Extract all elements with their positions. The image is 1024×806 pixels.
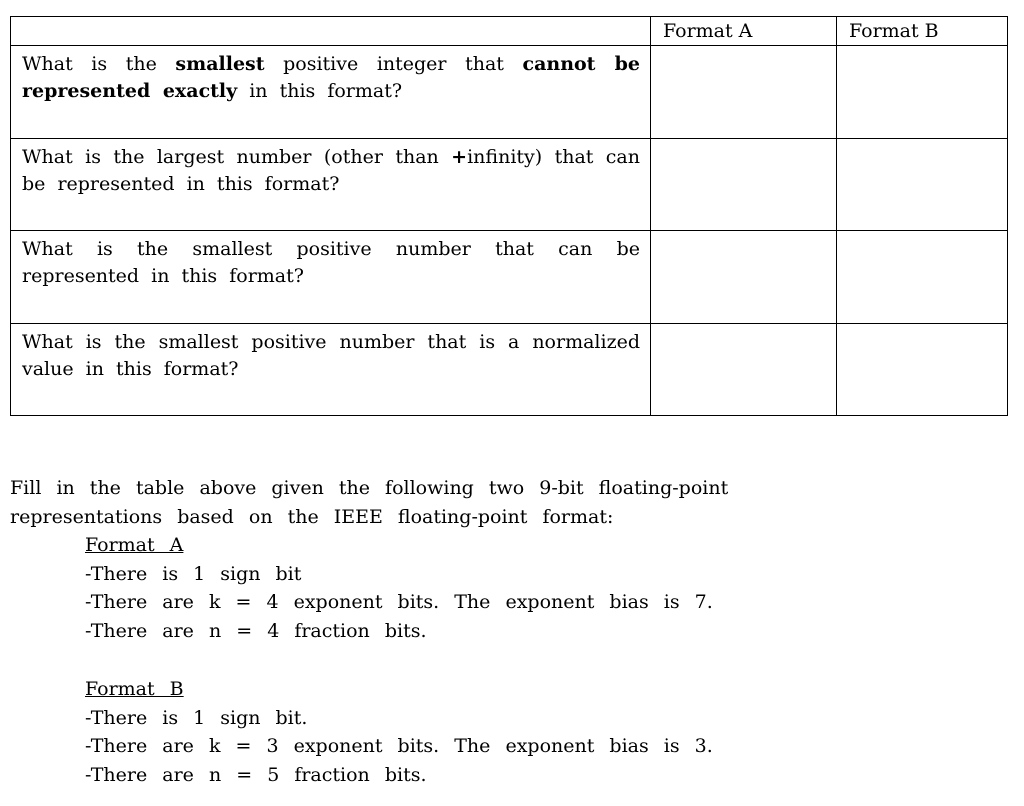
format-a-title: Format A	[85, 534, 184, 556]
answer-cell-format-b[interactable]	[837, 231, 1008, 323]
floating-point-table	[10, 16, 1008, 416]
instructions-paragraph	[10, 474, 830, 532]
answer-cell-format-a[interactable]	[651, 46, 837, 138]
header-format-a-label: Format A	[663, 20, 753, 42]
format-b-sign-line: -There is 1 sign bit.	[85, 706, 308, 729]
question-cell	[11, 323, 651, 416]
format-b-title: Format B	[85, 678, 184, 700]
table-row	[11, 138, 1008, 230]
question-cell	[11, 46, 651, 138]
answer-cell-format-b[interactable]	[837, 46, 1008, 138]
header-format-a	[651, 17, 837, 46]
header-question-cell	[11, 17, 651, 46]
table-row	[11, 46, 1008, 138]
answer-cell-format-b[interactable]	[837, 138, 1008, 230]
header-format-b	[837, 17, 1008, 46]
question-text: What is the smallest positive number that can be represented in this format?	[22, 238, 640, 288]
table-row	[11, 231, 1008, 323]
format-b-fraction-line: -There are n = 5 fraction bits.	[85, 764, 427, 787]
format-b-spec	[85, 675, 713, 790]
question-cell	[11, 231, 651, 323]
answer-cell-format-a[interactable]	[651, 138, 837, 230]
format-a-spec	[85, 531, 713, 646]
answer-cell-format-a[interactable]	[651, 231, 837, 323]
format-a-sign-line: -There is 1 sign bit	[85, 562, 302, 585]
question-text: What is the smallest positive integer that cannot be represented exactly in this format?	[22, 53, 640, 103]
table-row	[11, 323, 1008, 416]
answer-cell-format-b[interactable]	[837, 323, 1008, 416]
question-text: What is the largest number (other than +infinity) that can be represented in this format?	[22, 145, 640, 195]
instructions-text: Fill in the table above given the following two 9-bit floating-point representations based on the IEEE floating-point format:	[10, 477, 729, 528]
format-b-exponent-line: -There are k = 3 exponent bits. The exponent bias is 3.	[85, 735, 713, 758]
question-text: What is the smallest positive number that is a normalized value in this format?	[22, 330, 640, 380]
table-header-row	[11, 17, 1008, 46]
header-format-b-label: Format B	[849, 20, 939, 42]
question-cell	[11, 138, 651, 230]
format-a-fraction-line: -There are n = 4 fraction bits.	[85, 620, 427, 643]
format-a-exponent-line: -There are k = 4 exponent bits. The exponent bias is 7.	[85, 591, 713, 614]
answer-cell-format-a[interactable]	[651, 323, 837, 416]
